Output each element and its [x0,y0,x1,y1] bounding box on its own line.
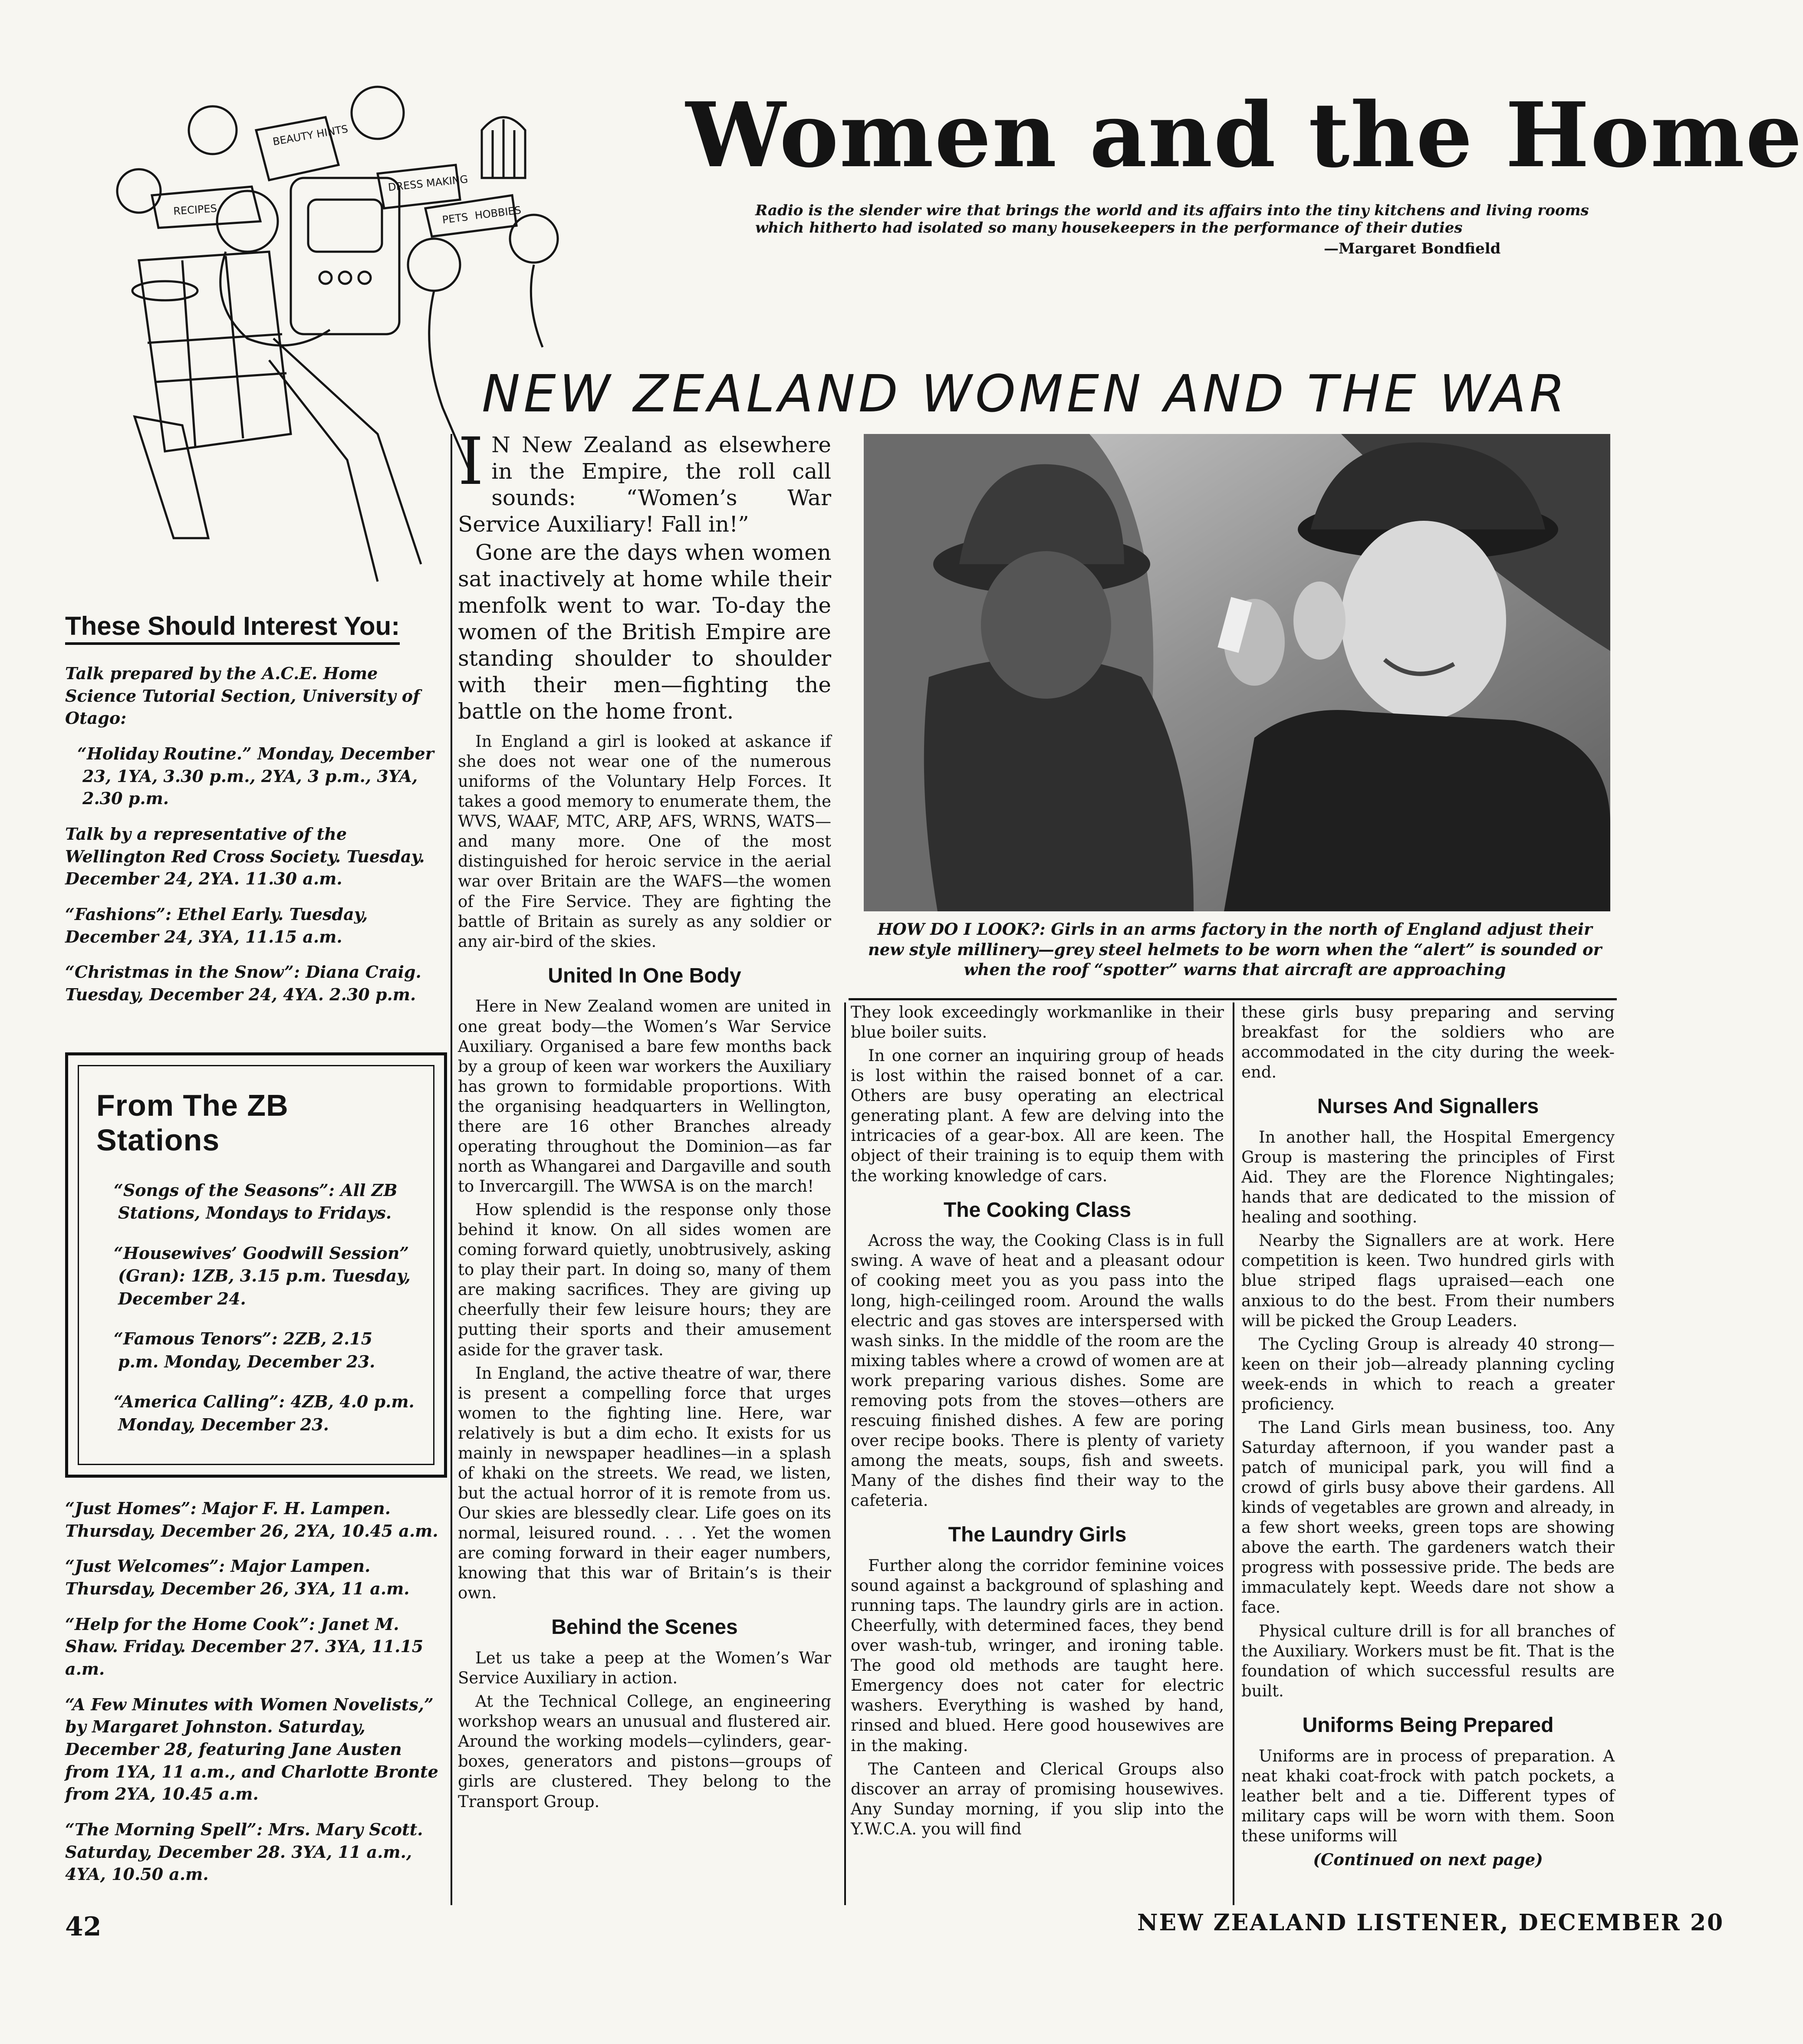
publication-footer: NEW ZEALAND LISTENER, DECEMBER 20 [1137,1909,1724,1936]
label-hobbies: HOBBIES [474,204,522,222]
column-rule [844,1002,846,1905]
article-column-2 [851,1002,1224,1843]
paragraph: Across the way, the Cooking Class is in full swing. A wave of heat and a pleasant odour of cooking meet you as you pass into the long, high-ceilinged room. Around the walls electric and gas stoves are interspersed with wash sinks. In the middle of the room are the mixing tables where a crowd of women are at work preparing various dishes. Some are removing pots from the stoves—others are rescuing finished dishes. A few are poring over recipe books. There is plenty of variety among the meats, soups, fish and sweets. Many of the dishes find their way to the cafeteria. [851,1231,1224,1510]
zb-item: “America Calling”: 4ZB, 4.0 p.m. Monday, December 23. [114,1392,415,1434]
subheading: United In One Body [548,964,741,987]
continued-note: (Continued on next page) [1313,1850,1543,1869]
paragraph: How splendid is the response only those behind it know. On all sides women are coming forward quietly, unobtrusively, asking to play their part. In doing so, many of them are making sacrifices. They are giving up cheerfully their few leisure hours; they are putting their sports and their amusement aside for the graver task. [458,1200,831,1359]
listing-item: “The Morning Spell”: Mrs. Mary Scott. Saturday, December 28. 3YA, 11 a.m., 4YA, 10.50 a.m. [65,1820,423,1884]
sidebar-listings [65,610,447,1019]
listing-item: “Holiday Routine.” Monday, December 23, 1YA, 3.30 p.m., 2YA, 3 p.m., 3YA, 2.30 p.m. [77,744,434,808]
listing-item: “Fashions”: Ethel Early. Tuesday, December 24, 3YA, 11.15 a.m. [65,904,368,946]
listing-item: “Help for the Home Cook”: Janet M. Shaw. Friday. December 27. 3YA, 11.15 a.m. [65,1614,424,1679]
paragraph: Here in New Zealand women are united in one great body—the Women’s War Service Auxiliary. Organised a bare few months back by a group of keen war workers the Auxiliary has grown to formidable proportions. With the organising headquarters in Wellington, there are 16 other Branches already operating throughout the Dominion—as far north as Whangarei and Dargaville and south to Invercargill. The WWSA is on the march! [458,997,831,1196]
paragraph: Physical culture drill is for all branches of the Auxiliary. Workers must be fit. That is the foundation of which successful results are built. [1241,1621,1615,1700]
subheading: Behind the Scenes [551,1616,738,1639]
listing-item: “Just Welcomes”: Major Lampen. Thursday, December 26, 3YA, 11 a.m. [65,1556,410,1599]
page-number: 42 [65,1912,102,1942]
paragraph: In England a girl is looked at askance if she does not wear one of the numerous uniforms of the Voluntary Help Forces. It takes a good memory to enumerate them, the WVS, WAAF, MTC, ARP, AFS, WRNS, WATS—and many more. One of the most distinguished for heroic service in the aerial war over Britain are the WAFS—the women of the Fire Service. They are fighting the battle of Britain as surely as any soldier or any air-bird of the skies. [458,732,831,951]
caption-rule [849,998,1617,1000]
intro-text-2: Gone are the days when women sat inactively at home while their menfolk went to war. To-day the women of the British Empire are standing shoulder to shoulder with their men—fighting the battle on the home front. [458,540,831,724]
paragraph: The Canteen and Clerical Groups also discover an array of promising housewives. Any Sunday morning, if you slip into the Y.W.C.A. you will find [851,1759,1224,1838]
subheading: Nurses And Signallers [1317,1095,1539,1118]
paragraph: They look exceedingly workmanlike in their blue boiler suits. [851,1003,1224,1042]
listing-item: Talk by a representative of the Wellington Red Cross Society. Tuesday. December 24, 2YA. 11.30 a.m. [65,824,425,889]
paragraph: The Land Girls mean business, too. Any Saturday afternoon, if you wander past a patch of municipal park, you will find a crowd of girls busy above their gardens. All kinds of vegetables are grown and already, in a few short weeks, green tops are showing above the earth. The gardeners watch their progress with possessive pride. The beds are immaculately kept. Weeds dare not show a face. [1241,1418,1615,1617]
sidebar-intro: Talk prepared by the A.C.E. Home Science Tutorial Section, University of Otago: [65,664,420,728]
page-title: Women and the Home [686,83,1803,187]
column-rule [1233,1002,1234,1905]
label-recipes: RECIPES [173,202,217,217]
zb-item: “Famous Tenors”: 2ZB, 2.15 p.m. Monday, December 23. [114,1329,375,1371]
column-rule [451,434,452,1905]
subheading: The Cooking Class [943,1198,1132,1222]
helmet-girls-photo [864,434,1610,911]
photo-image [864,434,1610,911]
article-intro [458,424,831,725]
header-quote: Radio is the slender wire that brings the world and its affairs into the tiny kitchens and living rooms which hitherto had isolated so many housekeepers in the performance of their duties [755,202,1589,237]
subheading: Uniforms Being Prepared [1302,1713,1554,1737]
paragraph: The Cycling Group is already 40 strong—keen on their job—already planning cycling week-ends in which to reach a greater proficiency. [1241,1334,1615,1413]
drop-cap: I [458,424,484,499]
paragraph: Further along the corridor feminine voices sound against a background of splashing and running taps. The laundry girls are in action. Cheerfully, with determined faces, they bend over wash-tub, wringer, and ironing table. The good old methods are taught here. Emergency does not cater for electric washers. Everything is washed by hand, rinsed and blued. Here good housewives are in the making. [851,1556,1224,1755]
listing-item: “Christmas in the Snow”: Diana Craig. Tuesday, December 24, 4YA. 2.30 p.m. [65,962,421,1005]
paragraph: Uniforms are in process of preparation. A neat khaki coat-frock with patch pockets, a leather belt and a tie. Different types of military caps will be worn with them. Soon these uniforms will [1241,1746,1615,1845]
paragraph: In one corner an inquiring group of heads is lost within the raised bonnet of a car. Others are busy operating an electrical generating plant. A few are delving into the intricacies of a gear-box. All are keen. The object of their training is to equip them with the working knowledge of cars. [851,1046,1224,1185]
label-beauty-hints: BEAUTY HINTS [272,122,349,148]
zb-heading: From The ZB Stations [96,1088,289,1157]
sidebar-heading: These Should Interest You: [65,610,400,645]
paragraph: In England, the active theatre of war, there is present a compelling force that urges women to the fighting line. Here, war relatively is but a dim echo. It exists for us mainly in newspaper headlines—in a splash of khaki on the streets. We read, we listen, but the actual horror of it is remote from us. Our skies are blessedly clear. Life goes on its normal, leisured round. . . . Yet the women are coming forward in their eager numbers, knowing that this war of Britain’s is their own. [458,1364,831,1603]
listing-item: “Just Homes”: Major F. H. Lampen. Thursday, December 26, 2YA, 10.45 a.m. [65,1498,438,1541]
zb-item: “Songs of the Seasons”: All ZB Stations, Mondays to Fridays. [114,1180,398,1223]
article-column-1 [458,424,831,1815]
zb-stations-box [65,1052,447,1478]
quote-author: —Margaret Bondfield [1324,240,1501,257]
article-column-3 [1241,1002,1615,1870]
sidebar-more-listings [65,1497,447,1899]
zb-item: “Housewives’ Goodwill Session” (Gran): 1ZB, 3.15 p.m. Tuesday, December 24. [114,1243,411,1308]
paragraph: these girls busy preparing and serving breakfast for the soldiers who are accommodated in the city during the week-end. [1241,1003,1615,1082]
article-headline: NEW ZEALAND WOMEN AND THE WAR [482,364,1569,424]
label-pets: PETS [441,210,469,226]
photo-caption: HOW DO I LOOK?: Girls in an arms factory in the north of England adjust their new style millinery—grey steel helmets to be worn when the “alert” is sounded or when the roof “spotter” warns that aircraft are approaching [868,920,1602,979]
label-dress-making: DRESS MAKING [387,173,469,194]
listing-item: “A Few Minutes with Women Novelists,” by Margaret Johnston. Saturday, December 28, featuring Jane Austen from 1YA, 11 a.m., and Charlotte Bronte from 2YA, 10.45 a.m. [65,1694,438,1804]
intro-text: N New Zealand as elsewhere in the Empire, the roll call sounds: “Women’s War Service Auxiliary! Fall in!” [458,432,831,537]
paragraph: Nearby the Signallers are at work. Here competition is keen. Two hundred girls with blue striped flags upraised—each one anxious to do the best. From their numbers will be picked the Group Leaders. [1241,1231,1615,1330]
paragraph: Let us take a peep at the Women’s War Service Auxiliary in action. [458,1649,831,1688]
paragraph: At the Technical College, an engineering workshop wears an unusual and flustered air. Around the working models—cylinders, gear-boxes, generators and pistons—groups of girls are clustered. They belong to the Transport Group. [458,1692,831,1811]
paragraph: In another hall, the Hospital Emergency Group is mastering the principles of First Aid. They are the Florence Nightingales; hands that are dedicated to the mission of healing and soothing. [1241,1128,1615,1227]
subheading: The Laundry Girls [948,1523,1127,1547]
